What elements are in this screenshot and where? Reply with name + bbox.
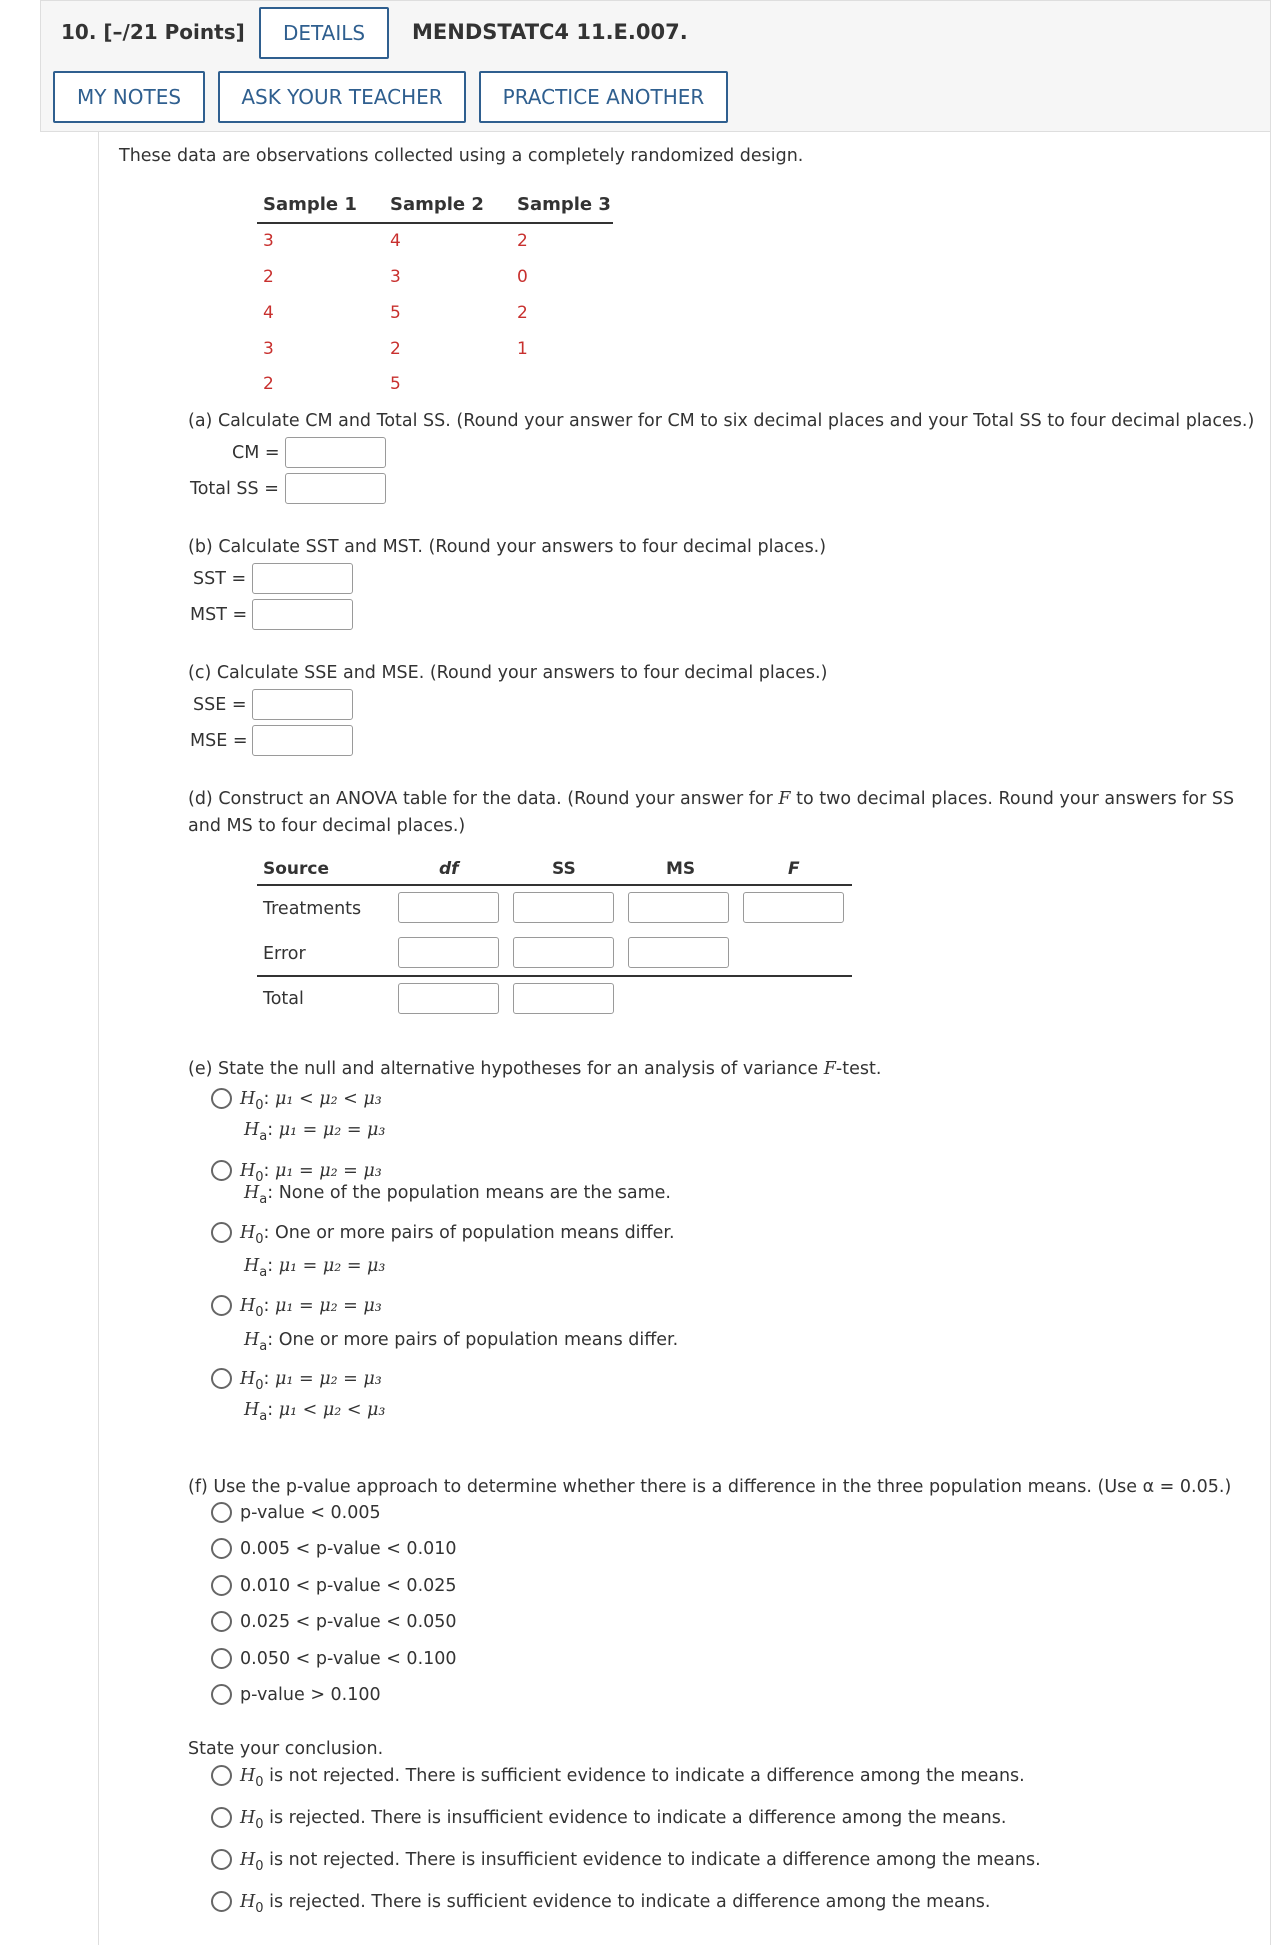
- h-symbol: H: [240, 1296, 256, 1316]
- error-df-input[interactable]: [398, 937, 499, 968]
- pvalue-option-5-radio[interactable]: [211, 1648, 232, 1669]
- cell-s2-r5: 5: [390, 374, 401, 394]
- treatments-f-input[interactable]: [743, 892, 844, 923]
- treatments-ms-input[interactable]: [628, 892, 729, 923]
- hypothesis-option-4-null: $H_0$: μ₁ = μ₂ = μ₃: [240, 1296, 382, 1320]
- conclusion-option-1-radio[interactable]: [211, 1765, 232, 1786]
- pvalue-option-4-radio[interactable]: [211, 1611, 232, 1632]
- practice-another-button[interactable]: PRACTICE ANOTHER: [479, 71, 728, 123]
- problem-code: MENDSTATC4 11.E.007.: [412, 20, 688, 44]
- anova-header-ms: MS: [666, 859, 696, 879]
- h-sub: 0: [255, 1901, 264, 1916]
- h-sub: a: [259, 1339, 268, 1354]
- question-number-points: [61, 20, 245, 44]
- h-sub: 0: [255, 1378, 264, 1393]
- mst-label: MST =: [190, 605, 248, 625]
- h-symbol: H: [240, 1369, 256, 1389]
- cell-s3-r2: 0: [517, 267, 528, 287]
- part-c-prompt: (c) Calculate SSE and MSE. (Round your answers to four decimal places.): [188, 663, 828, 683]
- mse-label: MSE =: [190, 731, 248, 751]
- conclusion-option-2-radio[interactable]: [211, 1807, 232, 1828]
- hypothesis-option-2-radio[interactable]: [211, 1160, 232, 1181]
- pvalue-option-3-radio[interactable]: [211, 1575, 232, 1596]
- h-symbol: H: [240, 1161, 256, 1181]
- h-symbol: H: [240, 1892, 256, 1912]
- h-sub: 0: [255, 1170, 264, 1185]
- pvalue-option-2-radio[interactable]: [211, 1538, 232, 1559]
- null-text: One or more pairs of population means differ.: [275, 1223, 675, 1243]
- h-symbol: H: [240, 1850, 256, 1870]
- part-e-prompt-f: F: [823, 1059, 836, 1079]
- part-d-prompt-f: F: [778, 789, 791, 809]
- h-symbol: H: [244, 1183, 260, 1203]
- anova-row-treatments: Treatments: [263, 899, 362, 919]
- alt-text: None of the population means are the same.: [278, 1183, 671, 1203]
- h-sub: 0: [255, 1775, 264, 1790]
- anova-row-total: Total: [263, 989, 304, 1009]
- table-header-sample1: Sample 1: [263, 194, 357, 215]
- h-symbol: H: [240, 1808, 256, 1828]
- conclusion-option-4-label: [240, 1892, 991, 1916]
- conclusion-text: is rejected. There is insufficient evidence to indicate a difference among the means.: [263, 1808, 1007, 1828]
- table-header-sample3: Sample 3: [517, 194, 611, 215]
- h-sub: 0: [255, 1305, 264, 1320]
- h-sub: 0: [255, 1232, 264, 1247]
- error-ms-input[interactable]: [628, 937, 729, 968]
- part-d-prompt-text-2: to two decimal places. Round your answers for SS: [790, 789, 1235, 809]
- anova-header-f: F: [788, 859, 800, 879]
- h-sub: 0: [255, 1817, 264, 1832]
- means-relation: μ₁ = μ₂ = μ₃: [278, 1120, 386, 1140]
- cell-s2-r2: 3: [390, 267, 401, 287]
- h-sub: 0: [255, 1098, 264, 1113]
- conclusion-text: is not rejected. There is sufficient evidence to indicate a difference among the means.: [263, 1766, 1025, 1786]
- alt-text: One or more pairs of population means differ.: [278, 1330, 679, 1350]
- my-notes-button[interactable]: MY NOTES: [53, 71, 205, 123]
- hypothesis-option-1-alt: $H_a$: μ₁ = μ₂ = μ₃: [244, 1120, 386, 1144]
- cell-s1-r2: 2: [263, 267, 274, 287]
- pvalue-option-2-label: 0.005 < p-value < 0.010: [240, 1539, 457, 1559]
- conclusion-option-2-label: [240, 1808, 1006, 1832]
- cell-s1-r5: 2: [263, 374, 274, 394]
- sse-input[interactable]: [252, 689, 353, 720]
- mst-input[interactable]: [252, 599, 353, 630]
- cell-s1-r4: 3: [263, 339, 274, 359]
- error-ss-input[interactable]: [513, 937, 614, 968]
- h-symbol: H: [244, 1330, 260, 1350]
- h-symbol: H: [240, 1089, 256, 1109]
- cell-s2-r1: 4: [390, 231, 401, 251]
- total-ss-label: Total SS =: [190, 479, 279, 499]
- sst-label: SST =: [193, 569, 247, 589]
- ask-your-teacher-button[interactable]: ASK YOUR TEACHER: [218, 71, 466, 123]
- means-relation: μ₁ < μ₂ < μ₃: [278, 1400, 386, 1420]
- hypothesis-option-3-radio[interactable]: [211, 1222, 232, 1243]
- h-symbol: H: [240, 1223, 256, 1243]
- conclusion-option-3-radio[interactable]: [211, 1849, 232, 1870]
- anova-header-ss: SS: [552, 859, 576, 879]
- table-header-sample2: Sample 2: [390, 194, 484, 215]
- total-ss-anova-input[interactable]: [513, 983, 614, 1014]
- total-df-input[interactable]: [398, 983, 499, 1014]
- means-relation: μ₁ = μ₂ = μ₃: [275, 1161, 382, 1181]
- anova-header-source: Source: [263, 859, 330, 879]
- conclusion-option-1-label: [240, 1766, 1025, 1790]
- pvalue-option-6-radio[interactable]: [211, 1684, 232, 1705]
- pvalue-option-6-label: p-value > 0.100: [240, 1685, 381, 1705]
- part-e-prompt-text-2: -test.: [835, 1059, 882, 1079]
- anova-row-error: Error: [263, 944, 306, 964]
- means-relation: μ₁ = μ₂ = μ₃: [275, 1369, 382, 1389]
- hypothesis-option-3-alt: $H_a$: μ₁ = μ₂ = μ₃: [244, 1256, 386, 1280]
- h-symbol: H: [244, 1256, 260, 1276]
- h-sub: a: [259, 1265, 268, 1280]
- hypothesis-option-3-null: $H_0$: One or more pairs of population means differ.: [240, 1223, 675, 1247]
- anova-total-rule: [257, 975, 852, 977]
- h-sub: a: [259, 1129, 268, 1144]
- details-button[interactable]: DETAILS: [259, 7, 389, 59]
- hypothesis-option-2-null: $H_0$: μ₁ = μ₂ = μ₃: [240, 1161, 382, 1185]
- cell-s3-r3: 2: [517, 303, 528, 323]
- mse-input[interactable]: [252, 725, 353, 756]
- intro-text: These data are observations collected using a completely randomized design.: [119, 146, 804, 166]
- conclusion-option-3-label: [240, 1850, 1041, 1874]
- conclusion-text: is rejected. There is sufficient evidence to indicate a difference among the means.: [263, 1892, 991, 1912]
- treatments-ss-input[interactable]: [513, 892, 614, 923]
- hypothesis-option-5-null: $H_0$: μ₁ = μ₂ = μ₃: [240, 1369, 382, 1393]
- question-number: 10.: [61, 20, 97, 44]
- cell-s1-r3: 4: [263, 303, 274, 323]
- h-sub: 0: [255, 1859, 264, 1874]
- cell-s3-r1: 2: [517, 231, 528, 251]
- cell-s2-r4: 2: [390, 339, 401, 359]
- means-relation: μ₁ < μ₂ < μ₃: [275, 1089, 382, 1109]
- pvalue-option-1-label: p-value < 0.005: [240, 1503, 381, 1523]
- part-f-prompt: (f) Use the p-value approach to determine whether there is a difference in the three population means. (Use α = 0.05.): [188, 1477, 1232, 1497]
- pvalue-option-4-label: 0.025 < p-value < 0.050: [240, 1612, 457, 1632]
- total-ss-input[interactable]: [285, 473, 386, 504]
- h-sub: a: [259, 1409, 268, 1424]
- cm-input[interactable]: [285, 437, 386, 468]
- h-sub: a: [259, 1192, 268, 1207]
- part-a-prompt: (a) Calculate CM and Total SS. (Round your answer for CM to six decimal places and your Total SS to four decimal places.): [188, 411, 1255, 431]
- cell-s3-r4: 1: [517, 339, 528, 359]
- treatments-df-input[interactable]: [398, 892, 499, 923]
- part-d-prompt-line2: and MS to four decimal places.): [188, 816, 466, 836]
- hypothesis-option-5-alt: $H_a$: μ₁ < μ₂ < μ₃: [244, 1400, 386, 1424]
- sse-label: SSE =: [193, 695, 247, 715]
- table-header-rule: [257, 222, 613, 224]
- h-symbol: H: [244, 1400, 260, 1420]
- anova-header-rule: [257, 884, 852, 886]
- part-d-prompt: [188, 789, 1234, 809]
- pvalue-option-1-radio[interactable]: [211, 1502, 232, 1523]
- means-relation: μ₁ = μ₂ = μ₃: [278, 1256, 386, 1276]
- hypothesis-option-2-alt: $H_a$: None of the population means are the same.: [244, 1183, 671, 1207]
- sst-input[interactable]: [252, 563, 353, 594]
- conclusion-option-4-radio[interactable]: [211, 1891, 232, 1912]
- conclusion-text: is not rejected. There is insufficient evidence to indicate a difference among the means.: [263, 1850, 1041, 1870]
- hypothesis-option-4-radio[interactable]: [211, 1295, 232, 1316]
- part-e-prompt: [188, 1059, 881, 1079]
- pvalue-option-5-label: 0.050 < p-value < 0.100: [240, 1649, 457, 1669]
- means-relation: μ₁ = μ₂ = μ₃: [275, 1296, 382, 1316]
- hypothesis-option-1-radio[interactable]: [211, 1088, 232, 1109]
- question-body: [98, 132, 1271, 1945]
- cell-s1-r1: 3: [263, 231, 274, 251]
- hypothesis-option-5-radio[interactable]: [211, 1368, 232, 1389]
- pvalue-option-3-label: 0.010 < p-value < 0.025: [240, 1576, 457, 1596]
- hypothesis-option-4-alt: $H_a$: One or more pairs of population means differ.: [244, 1330, 679, 1354]
- cell-s2-r3: 5: [390, 303, 401, 323]
- conclusion-prompt: State your conclusion.: [188, 1739, 384, 1759]
- anova-header-df: df: [439, 859, 459, 879]
- part-b-prompt: (b) Calculate SST and MST. (Round your answers to four decimal places.): [188, 537, 827, 557]
- h-symbol: H: [240, 1766, 256, 1786]
- part-e-prompt-text-1: (e) State the null and alternative hypotheses for an analysis of variance: [188, 1059, 824, 1079]
- points: [–/21 Points]: [103, 20, 245, 44]
- part-d-prompt-text-1: (d) Construct an ANOVA table for the data. (Round your answer for: [188, 789, 779, 809]
- hypothesis-option-1-null: $H_0$: μ₁ < μ₂ < μ₃: [240, 1089, 382, 1113]
- h-symbol: H: [244, 1120, 260, 1140]
- cm-label: CM =: [232, 443, 280, 463]
